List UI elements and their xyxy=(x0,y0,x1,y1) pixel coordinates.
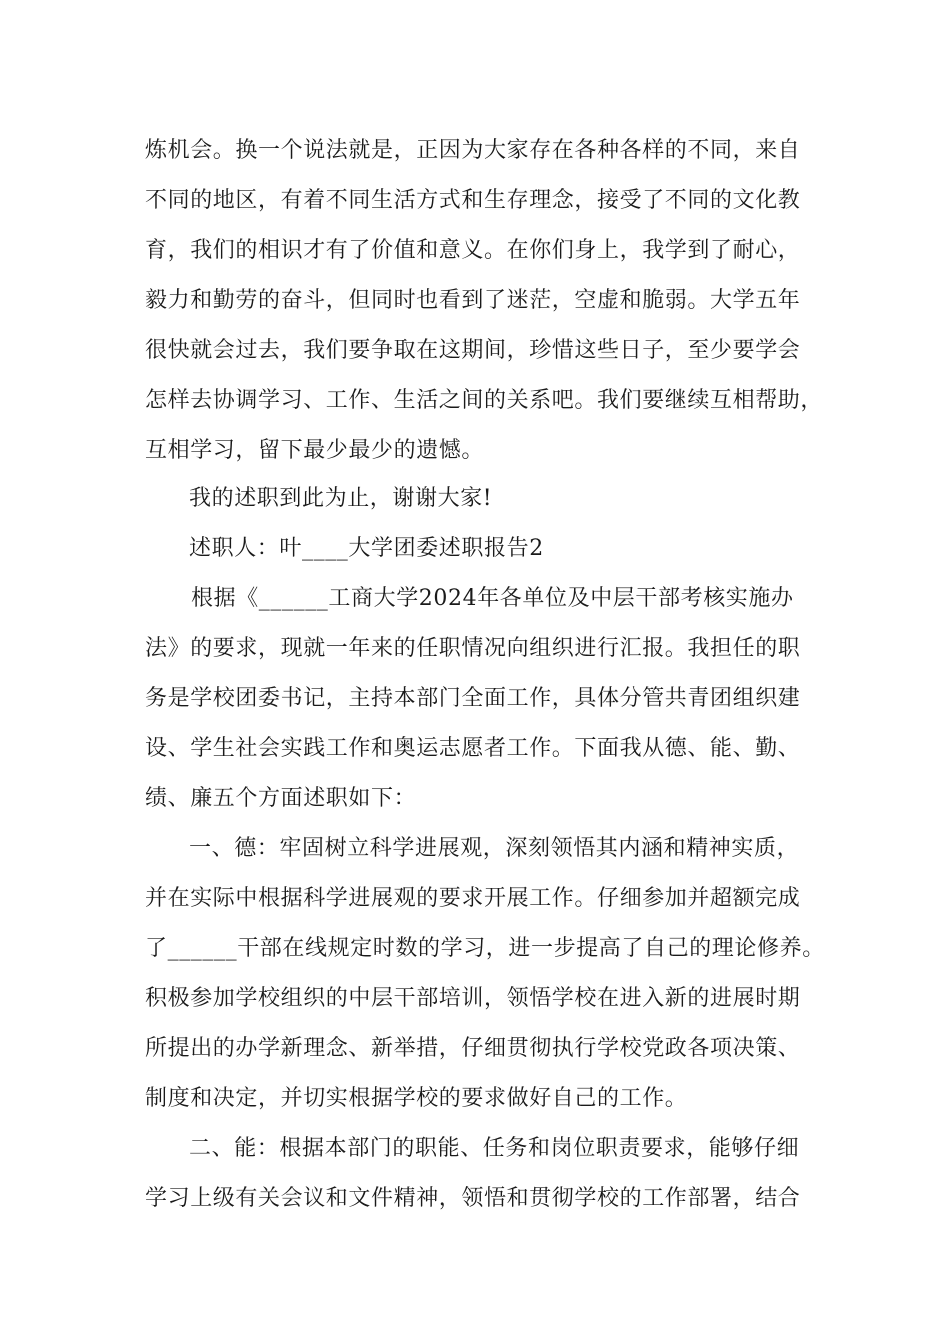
text-line: 制度和决定，并切实根据学校的要求做好自己的工作。 xyxy=(145,1086,688,1111)
text-line: 设、学生社会实践工作和奥运志愿者工作。下面我从德、能、勤、 xyxy=(145,736,801,761)
text-line: 炼机会。换一个说法就是，正因为大家存在各种各样的不同，来自 xyxy=(145,138,801,163)
text-line: 务是学校团委书记，主持本部门全面工作，具体分管共青团组织建 xyxy=(145,686,801,711)
text-line: 学习上级有关会议和文件精神，领悟和贯彻学校的工作部署，结合 xyxy=(145,1186,801,1211)
text-line: 绩、廉五个方面述职如下： xyxy=(145,786,417,811)
text-line: 互相学习，留下最少最少的遗憾。 xyxy=(145,438,485,463)
text-line: 了______干部在线规定时数的学习，进一步提高了自己的理论修养。 xyxy=(145,936,825,961)
section-neng-line: 二、能：根据本部门的职能、任务和岗位职责要求，能够仔细 xyxy=(189,1136,800,1161)
section-de-line: 一、德：牢固树立科学进展观，深刻领悟其内涵和精神实质， xyxy=(189,836,800,861)
text-line: 并在实际中根据科学进展观的要求开展工作。仔细参加并超额完成 xyxy=(145,886,801,911)
text-line: 毅力和勤劳的奋斗，但同时也看到了迷茫，空虚和脆弱。大学五年 xyxy=(145,288,801,313)
closing-line: 我的述职到此为止，谢谢大家! xyxy=(189,486,493,511)
text-line: 不同的地区，有着不同生活方式和生存理念，接受了不同的文化教 xyxy=(145,188,801,213)
signature-heading-line: 述职人：叶____大学团委述职报告2 xyxy=(189,536,544,561)
text-line: 根据《______工商大学2024年各单位及中层干部考核实施办 xyxy=(191,586,794,611)
text-line: 法》的要求，现就一年来的任职情况向组织进行汇报。我担任的职 xyxy=(145,636,801,661)
text-line: 积极参加学校组织的中层干部培训，领悟学校在进入新的进展时期 xyxy=(145,986,801,1011)
text-line: 育，我们的相识才有了价值和意义。在你们身上，我学到了耐心， xyxy=(145,238,801,263)
text-line: 很快就会过去，我们要争取在这期间，珍惜这些日子，至少要学会 xyxy=(145,338,801,363)
text-line: 怎样去协调学习、工作、生活之间的关系吧。我们要继续互相帮助， xyxy=(145,388,824,413)
text-line: 所提出的办学新理念、新举措，仔细贯彻执行学校党政各项决策、 xyxy=(145,1036,801,1061)
